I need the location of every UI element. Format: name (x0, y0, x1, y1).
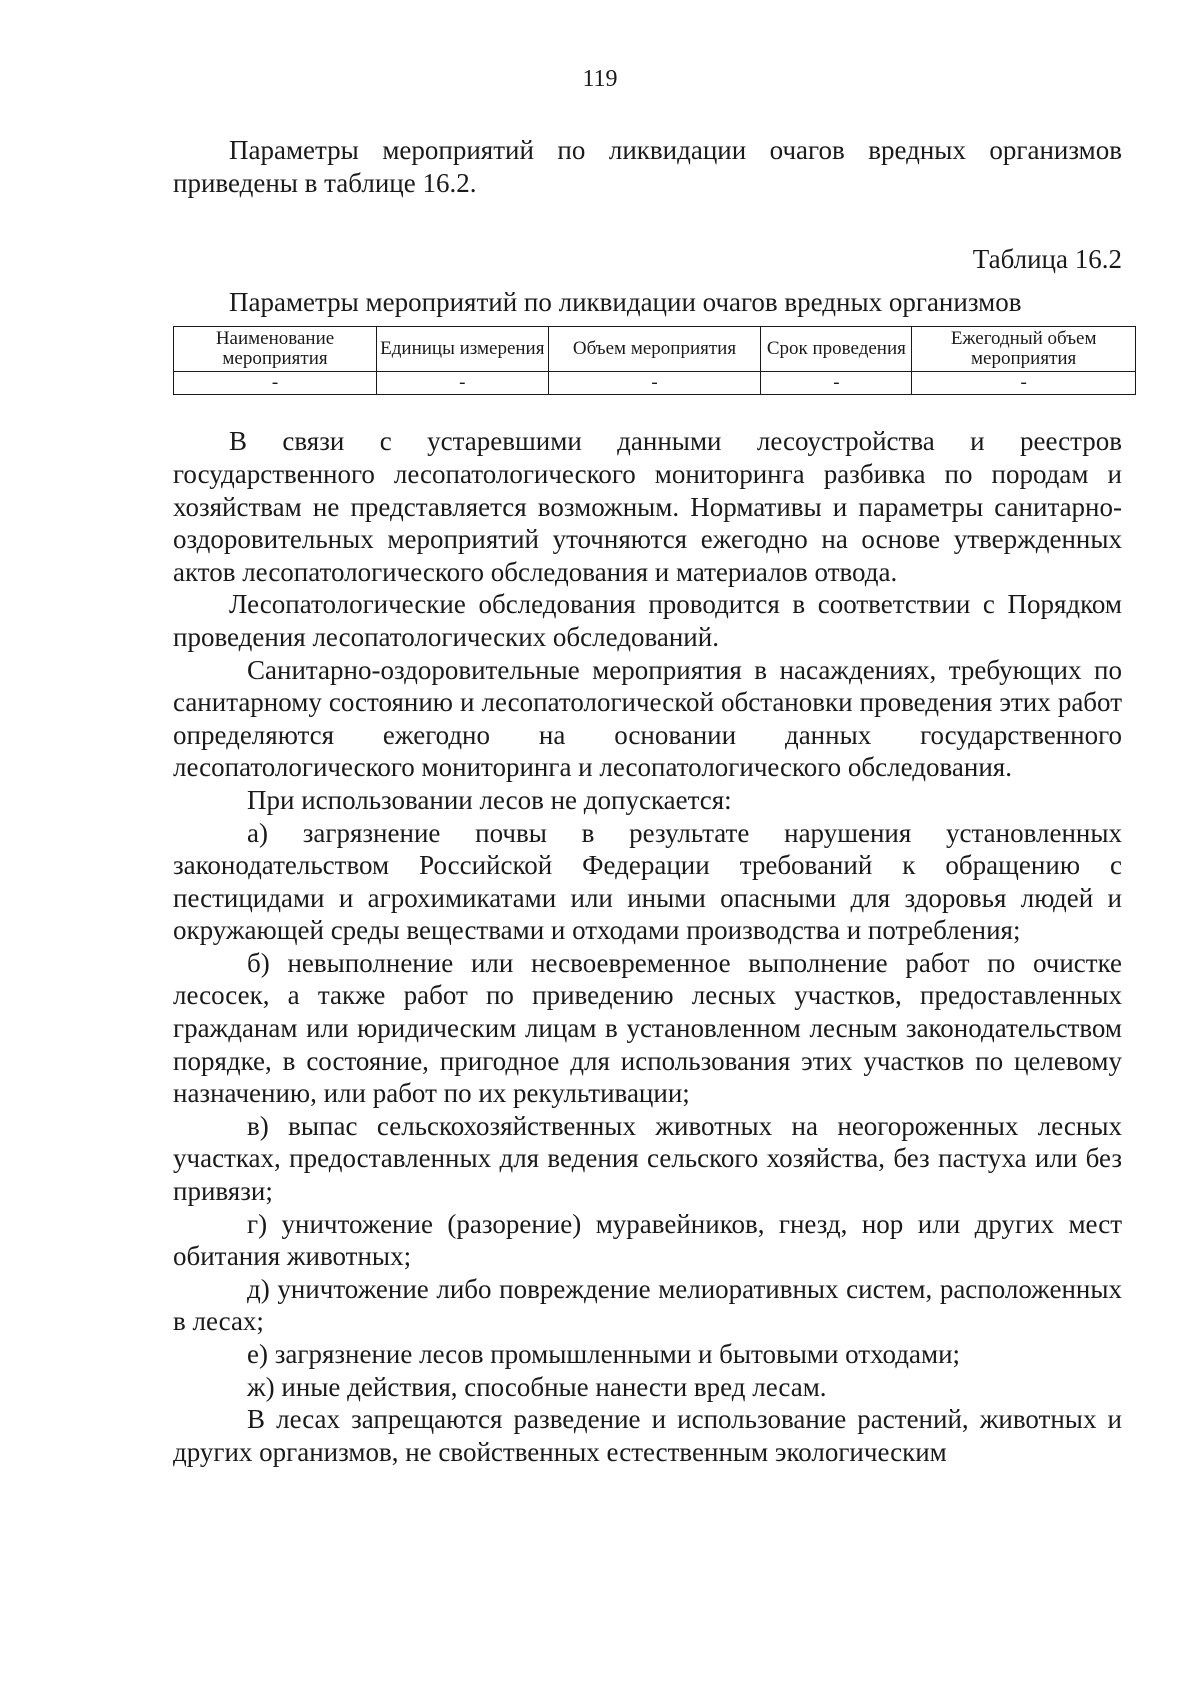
table-row (174, 372, 1136, 395)
list-item-a: а) загрязнение почвы в результате нарушения установленных законодательством Российской Федерации требований к обращению с пестицидами и агрохимикатами или иными опасными для здоровья людей и окружающей среды веществами и отходами производства и потребления; (173, 817, 1122, 946)
table-cell: - (174, 372, 377, 395)
paragraph-introduced-species: В лесах запрещаются разведение и использование растений, животных и других организмов, не свойственных естественным экологическим (173, 1404, 1122, 1467)
list-item-g: г) уничтожение (разорение) муравейников, гнезд, нор или других мест обитания животных; (173, 1208, 1122, 1272)
list-item-v: в) выпас сельскохозяйственных животных на неогороженных лесных участках, предоставленных для ведения сельского хозяйства, без пастуха или без привязи; (173, 1110, 1122, 1207)
page-number: 119 (582, 66, 618, 92)
list-item-b: б) невыполнение или несвоевременное выполнение работ по очистке лесосек, а также работ по приведению лесных участков, предоставленных гражданам или юридическим лицам в установленном лесным законодательством порядке, в состояние, пригодное для использования этих участков по целевому назначению, или работ по их рекультивации; (173, 947, 1122, 1109)
table-cell: - (548, 372, 761, 395)
table-header-row (174, 327, 1136, 372)
paragraph-outdated-data: В связи с устаревшими данными лесоустройства и реестров государственного лесопатологического мониторинга разбивка по породам и хозяйствам не представляется возможным. Нормативы и параметры санитарно-оздоровительных мероприятий уточняются ежегодно на основе утвержденных актов лесопатологического обследования и материалов отвода. (173, 426, 1122, 587)
paragraph-prohibitions-intro: При использовании лесов не допускается: (247, 784, 732, 815)
paragraph-sanitary-measures: Санитарно-оздоровительные мероприятия в насаждениях, требующих по санитарному состоянию и лесопатологической обстановки проведения этих работ определяются ежегодно на основании данных государственного лесопатологического мониторинга и лесопатологического обследования. (173, 654, 1122, 783)
document-body (173, 134, 1122, 1468)
intro-paragraph: Параметры мероприятий по ликвидации очагов вредных организмов приведены в таблице 16.2. (173, 135, 1122, 198)
list-item-d: д) уничтожение либо повреждение мелиоративных систем, расположенных в лесах; (173, 1273, 1122, 1337)
column-header-volume: Объем мероприятия (548, 327, 761, 372)
table-caption: Таблица 16.2 (972, 244, 1122, 275)
table-cell: - (377, 372, 549, 395)
list-item-zh: ж) иные действия, способные нанести вред лесам. (247, 1371, 827, 1402)
table-cell: - (912, 372, 1136, 395)
list-item-e: е) загрязнение лесов промышленными и бытовыми отходами; (247, 1339, 961, 1369)
column-header-name: Наименование мероприятия (174, 327, 377, 372)
paragraph-surveys: Лесопатологические обследования проводится в соответствии с Порядком проведения лесопатологических обследований. (173, 589, 1122, 652)
column-header-period: Срок проведения (761, 327, 912, 372)
measures-table (173, 326, 1136, 395)
column-header-annual-volume: Ежегодный объем мероприятия (912, 327, 1136, 372)
table-cell: - (761, 372, 912, 395)
table-title: Параметры мероприятий по ликвидации очагов вредных организмов (229, 286, 1022, 317)
column-header-units: Единицы измерения (377, 327, 549, 372)
